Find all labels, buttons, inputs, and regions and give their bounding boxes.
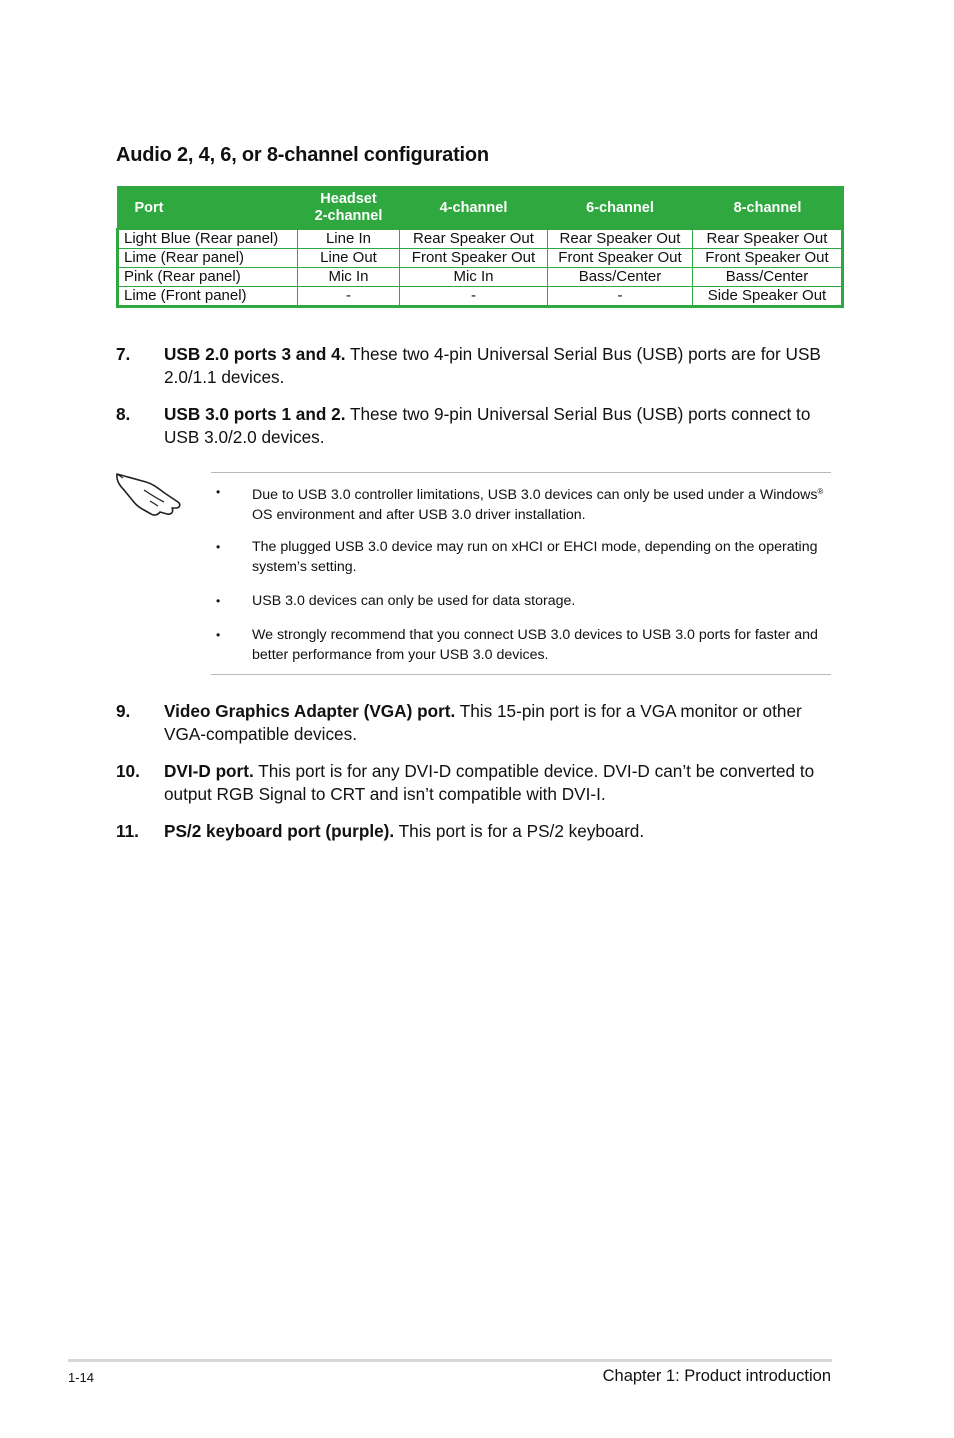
bullet-dot: • xyxy=(216,594,221,608)
header-port: Port xyxy=(118,187,298,229)
note-bullet xyxy=(216,537,831,577)
bullet-dot: • xyxy=(216,485,221,499)
list-item-vga xyxy=(116,700,836,746)
bullet-dot: • xyxy=(216,628,221,642)
table-cell: Front Speaker Out xyxy=(693,249,843,268)
list-item-dvi-d xyxy=(116,760,836,806)
bullet-dot: • xyxy=(216,540,221,554)
note-text: USB 3.0 devices can only be used for data storage. xyxy=(252,593,576,609)
table-cell: Lime (Front panel) xyxy=(118,287,298,307)
list-item-heading: USB 3.0 ports 1 and 2. xyxy=(164,404,346,424)
table-cell: Light Blue (Rear panel) xyxy=(118,229,298,249)
table-row xyxy=(118,249,843,268)
note-text: The plugged USB 3.0 device may run on xHCI or EHCI mode, depending on the operating system’s setting. xyxy=(252,539,818,575)
table-cell: Mic In xyxy=(298,268,400,287)
table-cell: - xyxy=(400,287,548,307)
header-headset-2-channel: Headset 2-channel xyxy=(298,187,400,229)
table-cell: - xyxy=(548,287,693,307)
table-row xyxy=(118,287,843,307)
table-cell: Pink (Rear panel) xyxy=(118,268,298,287)
audio-channel-table xyxy=(116,186,844,308)
chapter-title: Chapter 1: Product introduction xyxy=(602,1367,831,1385)
list-item-heading: Video Graphics Adapter (VGA) port. xyxy=(164,701,456,721)
list-item-number: 8. xyxy=(116,404,131,424)
table-row xyxy=(118,268,843,287)
hand-pointer-icon xyxy=(114,468,184,523)
list-item-text: These two 9-pin Universal Serial Bus (USB) ports connect to USB 3.0/2.0 devices. xyxy=(164,404,811,447)
table-cell: - xyxy=(298,287,400,307)
table-cell: Rear Speaker Out xyxy=(400,229,548,249)
list-item-number: 9. xyxy=(116,701,131,721)
section-title: Audio 2, 4, 6, or 8-channel configuration xyxy=(116,144,489,166)
table-cell: Bass/Center xyxy=(548,268,693,287)
list-item-number: 7. xyxy=(116,344,131,364)
registered-mark: ® xyxy=(817,487,824,496)
note-top-divider xyxy=(211,472,831,473)
table-cell: Mic In xyxy=(400,268,548,287)
header-6-channel: 6-channel xyxy=(548,187,693,229)
header-4-channel: 4-channel xyxy=(400,187,548,229)
table-cell: Rear Speaker Out xyxy=(548,229,693,249)
note-bullet xyxy=(216,625,831,665)
table-cell: Line In xyxy=(298,229,400,249)
table-header-row xyxy=(118,187,843,229)
table-cell: Front Speaker Out xyxy=(400,249,548,268)
note-text: Due to USB 3.0 controller limitations, USB 3.0 devices can only be used under a Windows xyxy=(252,487,818,503)
note-text: We strongly recommend that you connect USB 3.0 devices to USB 3.0 ports for faster and better performance from your USB 3.0 devices. xyxy=(252,627,818,663)
list-item-heading: USB 2.0 ports 3 and 4. xyxy=(164,344,346,364)
list-item-text: This 15-pin port is for a VGA monitor or other VGA-compatible devices. xyxy=(164,701,802,744)
list-item-number: 10. xyxy=(116,761,140,781)
table-cell: Lime (Rear panel) xyxy=(118,249,298,268)
table-cell: Front Speaker Out xyxy=(548,249,693,268)
page-number: 1-14 xyxy=(68,1370,95,1385)
note-bullet xyxy=(216,591,831,611)
list-item-text: This port is for any DVI-D compatible device. DVI-D can’t be converted to output RGB Signal to CRT and isn’t compatible with DVI-I. xyxy=(164,761,815,804)
table-cell: Rear Speaker Out xyxy=(693,229,843,249)
list-item-text: This port is for a PS/2 keyboard. xyxy=(394,821,645,841)
list-item-usb3 xyxy=(116,403,836,449)
table-row xyxy=(118,229,843,249)
footer-divider xyxy=(68,1359,832,1362)
list-item-usb2 xyxy=(116,343,836,389)
note-text: OS environment and after USB 3.0 driver installation. xyxy=(252,507,586,523)
note-bullet xyxy=(216,482,831,525)
list-item-ps2 xyxy=(116,820,836,843)
list-item-heading: DVI-D port. xyxy=(164,761,254,781)
table-cell: Bass/Center xyxy=(693,268,843,287)
list-item-heading: PS/2 keyboard port (purple). xyxy=(164,821,395,841)
list-item-text: These two 4-pin Universal Serial Bus (USB) ports are for USB 2.0/1.1 devices. xyxy=(164,344,821,387)
note-bottom-divider xyxy=(211,674,831,675)
table-cell: Line Out xyxy=(298,249,400,268)
list-item-number: 11. xyxy=(116,821,139,841)
table-cell: Side Speaker Out xyxy=(693,287,843,307)
header-8-channel: 8-channel xyxy=(693,187,843,229)
